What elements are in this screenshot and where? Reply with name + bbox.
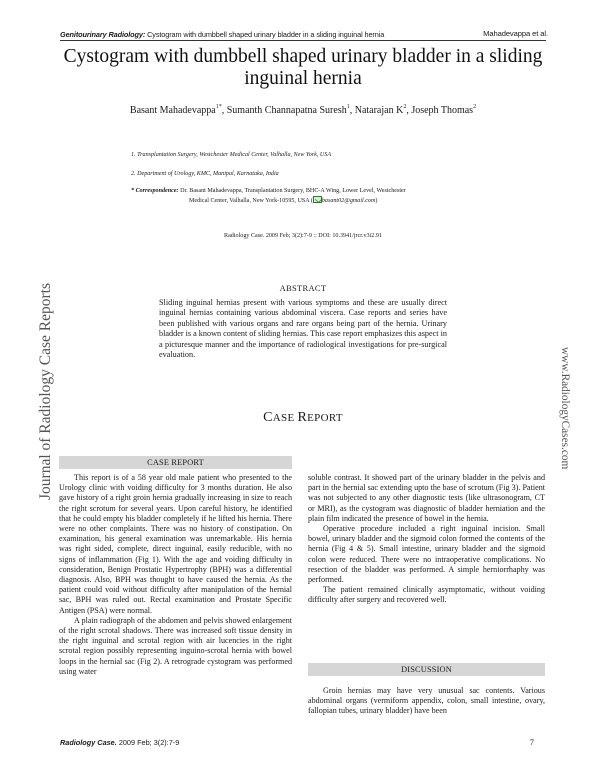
page-footer <box>60 738 546 747</box>
affiliation-2: 2. Department of Urology, KMC, Manipal, Karnataka, India <box>131 171 279 177</box>
discussion-bar: DISCUSSION <box>308 663 545 676</box>
header-running-author: Mahadevappa et al. <box>483 29 548 38</box>
author-name: Joseph Thomas <box>411 105 474 116</box>
correspondence-email-link[interactable]: basant02@gmail.com <box>321 198 376 204</box>
author-list: Basant Mahadevappa$^{1*}$, Sumanth Channapatna Suresh$^1$, Natarajan $K^2$, Joseph Thomas$^2$ <box>129 104 477 116</box>
paragraph: A plain radiograph of the abdomen and pelvis showed enlargement of the right scrotal shadows. There was increased soft tissue density in the right inguinal and scrotal region with air lucencies in the right scrotal region possibly representing inguino-scrotal hernia with bowel loops in the hernial sac (Fig 2). A retrograde cystogram was performed using water <box>59 615 292 676</box>
side-website[interactable]: www.RadiologyCases.com <box>559 347 571 470</box>
paragraph: Groin hernias may have very unusual sac contents. Various abdominal organs (vermiform appendix, colon, small intestine, ovary, fallopian tubes, urinary bladder) have been <box>308 686 545 716</box>
page-number: 7 <box>529 737 534 747</box>
correspondence-label: * Correspondence: <box>131 188 179 194</box>
correspondence-line1: Dr. Basant Mahadevappa, Transplantation Surgery, BHC-A Wing, Lower Level, Westchester <box>180 188 406 194</box>
paper-title: Cystogram with dumbbell shaped urinary bladder in a sliding inguinal hernia <box>63 46 543 89</box>
author-affil-marker: 1 <box>346 104 350 110</box>
correspondence-line2: Medical Center, Valhalla, New York-10595, USA ( <box>189 198 313 204</box>
left-column <box>59 473 292 677</box>
header-running-title: Cystogram with dumbbell shaped urinary bladder in a sliding inguinal hernia <box>147 30 385 39</box>
side-journal-name: Journal of Radiology Case Reports <box>37 283 54 500</box>
author-affil-marker: 2 <box>403 104 407 110</box>
paragraph: This report is of a 58 year old male patient who presented to the Urology clinic with voiding difficulty for 3 months duration. He also gave history of a right groin hernia gradually increasing in size to reach the right scrotum for several years. Upon careful history, he identified that he could empty his bladder completely if he lifted his hernia. There were no other complaints. There was no history of constipation. On examination, his general examination was unremarkable. His hernia was right sided, complete, direct inguinal, easily reducible, with no signs of inflammation (Fig 1). With the age and voiding difficulty in consideration, Benign Prostatic Hypertrophy (BPH) was a differential diagnosis. Also, BPH was thought to have caused the hernia. As the patient could void without difficulty after manipulation of the hernial sac, BPH was ruled out. Rectal examination and Prostate Specific Antigen (PSA) were normal. <box>59 473 292 615</box>
citation-line: Radiology Case. 2009 Feb; 3(2):7-9 :: DOI: 10.3941/jrcr.v3i2.91 <box>224 233 382 239</box>
author-affil-marker: 2 <box>473 104 477 110</box>
author-name: Natarajan K <box>354 105 404 116</box>
running-header <box>60 30 548 39</box>
abstract-text: Sliding inguinal hernias present with various symptoms and these are usually direct inguinal hernias containing various abdominal viscera. Case reports and series have been published with various organs and rare organs being part of the hernia. Urinary bladder is a known content of sliding hernias. This case report emphasizes this aspect in a picturesque manner and the importance of radiological investigations for pre-surgical evaluation. <box>159 298 447 360</box>
author-name: Sumanth Channapatna Suresh <box>226 105 347 116</box>
section-heading-rest-2: EPORT <box>307 412 343 424</box>
header-rule <box>60 40 546 41</box>
discussion-column <box>308 686 545 717</box>
correspondence-close: ) <box>375 198 378 204</box>
paragraph: The patient remained clinically asymptomatic, without voiding difficulty after surgery and recovered well. <box>308 585 545 605</box>
section-heading-initial: C <box>263 410 273 425</box>
footer-citation: 2009 Feb; 3(2):7-9 <box>118 738 180 747</box>
author-name: Basant Mahadevappa <box>129 105 216 116</box>
case-report-bar: CASE REPORT <box>59 456 292 469</box>
header-journal: Genitourinary Radiology: <box>60 30 146 39</box>
email-icon[interactable] <box>313 196 322 203</box>
affiliation-1: 1. Transplantation Surgery, Westchester Medical Center, Valhalla, New York, USA <box>131 152 332 158</box>
abstract-heading: ABSTRACT <box>279 283 327 293</box>
correspondence-line2-wrap <box>131 196 481 206</box>
section-heading-initial-2: R <box>297 410 308 425</box>
paragraph: Operative procedure included a right inguinal incision. Small bowel, urinary bladder and the sigmoid colon formed the contents of the hernia (Fig 4 & 5). Small intestine, urinary bladder and the sigmoid colon were reduced. There were no intraoperative complications. No resection of the bladder was performed. A simple herniorrhaphy was performed. <box>308 524 545 585</box>
author-affil-marker: 1* <box>215 104 222 110</box>
footer-journal: Radiology Case. <box>60 738 117 747</box>
paragraph: soluble contrast. It showed part of the urinary bladder in the pelvis and part in the hernial sac extending upto the base of scrotum (Fig 3). Patient was not subjected to any other diagnostic tests (like ultrasonogram, CT or MRI), as the cystogram was diagnostic of bladder herniation and the plain film indicated the presence of bowel in the hernia. <box>308 473 545 523</box>
section-heading <box>60 410 546 426</box>
right-column <box>308 473 545 606</box>
correspondence <box>131 186 481 206</box>
section-heading-rest: ASE <box>272 412 298 424</box>
